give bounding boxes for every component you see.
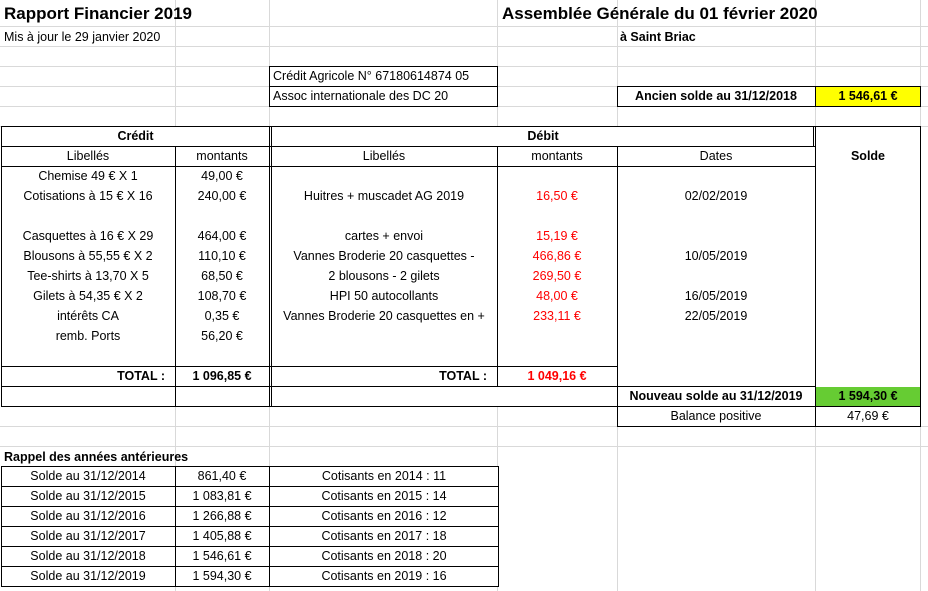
- history-row-members: Cotisants en 2014 : 11: [321, 469, 447, 483]
- previous-balance-label: Ancien solde au 31/12/2018: [635, 89, 797, 103]
- debit-row-label: 2 blousons - 2 gilets: [328, 269, 440, 283]
- debit-row-date: 22/05/2019: [684, 309, 748, 323]
- credit-row-label: Cotisations à 15 € X 16: [23, 189, 153, 203]
- history-row-label: Solde au 31/12/2019: [30, 569, 146, 583]
- credit-row-amount: 56,20 €: [201, 329, 243, 343]
- debit-row-date: 10/05/2019: [684, 249, 748, 263]
- debit-row-label: Vannes Broderie 20 casquettes -: [293, 249, 475, 263]
- credit-row-label: Casquettes à 16 € X 29: [22, 229, 154, 243]
- credit-row-label: Gilets à 54,35 € X 2: [33, 289, 143, 303]
- credit-title: Crédit: [117, 129, 154, 143]
- debit-title: Débit: [527, 129, 559, 143]
- history-row-members: Cotisants en 2019 : 16: [321, 569, 447, 583]
- credit-row-amount: 110,10 €: [198, 249, 246, 263]
- previous-balance-value: 1 546,61 €: [838, 89, 898, 103]
- balance-label: Balance positive: [670, 409, 762, 423]
- credit-row-label: Chemise 49 € X 1: [38, 169, 138, 183]
- debit-total: 1 049,16 €: [527, 369, 587, 383]
- solde-column: [815, 126, 921, 427]
- debit-row-label: Huitres + muscadet AG 2019: [303, 189, 465, 203]
- credit-col-amount: montants: [196, 149, 248, 163]
- debit-row-date: [617, 226, 815, 246]
- credit-row-label: [1, 206, 175, 226]
- credit-row-amount: 464,00 €: [197, 229, 247, 243]
- debit-row-amount: 16,50 €: [536, 189, 578, 203]
- debit-row-amount: [497, 166, 617, 186]
- new-balance-label: Nouveau solde au 31/12/2019: [629, 389, 803, 403]
- history-row-members: Cotisants en 2016 : 12: [321, 509, 447, 523]
- credit-row-amount: 108,70 €: [197, 289, 247, 303]
- debit-row-date: [617, 266, 815, 286]
- history-row-label: Solde au 31/12/2017: [30, 529, 146, 543]
- history-row-value: 1 405,88 €: [192, 529, 252, 543]
- solde-title: Solde: [850, 149, 886, 163]
- debit-row-amount: 269,50 €: [532, 269, 582, 283]
- border: [617, 426, 921, 427]
- credit-row-label: Blousons à 55,55 € X 2: [23, 249, 153, 263]
- report-title: Rapport Financier 2019: [4, 4, 193, 23]
- debit-col-date: Dates: [699, 149, 733, 163]
- credit-col-label: Libellés: [66, 149, 110, 163]
- debit-row-amount: 233,11 €: [533, 309, 581, 323]
- balance-value: 47,69 €: [847, 409, 889, 423]
- debit-row-label: HPI 50 autocollants: [329, 289, 439, 303]
- credit-row-label: Tee-shirts à 13,70 X 5: [27, 269, 149, 283]
- debit-row-amount: [497, 206, 617, 226]
- credit-row-label: remb. Ports: [55, 329, 121, 343]
- debit-row-label: Vannes Broderie 20 casquettes en +: [283, 309, 485, 323]
- history-row-members: Cotisants en 2017 : 18: [321, 529, 447, 543]
- credit-row-amount: [175, 206, 269, 226]
- debit-row-amount: 48,00 €: [536, 289, 578, 303]
- border: [1, 386, 270, 387]
- history-row-value: 1 546,61 €: [192, 549, 252, 563]
- history-row-value: 1 266,88 €: [192, 509, 252, 523]
- debit-row-date: 02/02/2019: [684, 189, 748, 203]
- credit-total: 1 096,85 €: [192, 369, 252, 383]
- credit-row-amount: 240,00 €: [197, 189, 247, 203]
- debit-row-date: [617, 206, 815, 226]
- bank-account: Crédit Agricole N° 67180614874 05: [273, 69, 470, 83]
- history-title: Rappel des années antérieures: [4, 450, 189, 464]
- credit-total-label: TOTAL :: [117, 369, 165, 383]
- new-balance-value: 1 594,30 €: [838, 389, 898, 403]
- history-row-label: Solde au 31/12/2015: [30, 489, 146, 503]
- credit-row-amount: 0,35 €: [204, 309, 240, 323]
- debit-total-label: TOTAL :: [439, 369, 487, 383]
- history-row-value: 1 594,30 €: [192, 569, 252, 583]
- debit-row-label: cartes + envoi: [344, 229, 424, 243]
- history-row-label: Solde au 31/12/2018: [30, 549, 146, 563]
- update-date: Mis à jour le 29 janvier 2020: [4, 30, 161, 44]
- history-row-label: Solde au 31/12/2014: [30, 469, 146, 483]
- history-row-members: Cotisants en 2018 : 20: [321, 549, 447, 563]
- debit-col-label: Libellés: [362, 149, 406, 163]
- debit-row-date: 16/05/2019: [684, 289, 748, 303]
- history-row-members: Cotisants en 2015 : 14: [321, 489, 447, 503]
- bank-association: Assoc internationale des DC 20: [273, 89, 449, 103]
- history-row-value: 1 083,81 €: [192, 489, 252, 503]
- debit-row-label: [271, 166, 497, 186]
- credit-row-label: intérêts CA: [57, 309, 119, 323]
- meeting-location: à Saint Briac: [620, 30, 696, 44]
- debit-row-amount: 15,19 €: [536, 229, 578, 243]
- history-row-value: 861,40 €: [197, 469, 247, 483]
- debit-row-date: [617, 166, 815, 186]
- debit-col-amount: montants: [531, 149, 583, 163]
- history-row-label: Solde au 31/12/2016: [30, 509, 146, 523]
- debit-row-amount: 466,86 €: [532, 249, 582, 263]
- credit-row-amount: 68,50 €: [201, 269, 243, 283]
- meeting-title: Assemblée Générale du 01 février 2020: [502, 4, 818, 23]
- credit-row-amount: 49,00 €: [201, 169, 243, 183]
- debit-row-label: [271, 206, 497, 226]
